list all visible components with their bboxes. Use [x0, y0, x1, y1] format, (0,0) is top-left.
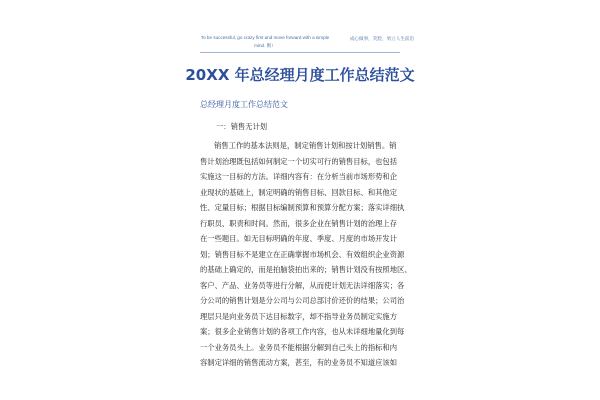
paragraph-line: 的基础上确定的，而是拍脑袋拍出来的；销售计划没有按照地区、 [200, 265, 412, 274]
document-subtitle: 总经理月度工作总结范文 [200, 100, 288, 109]
document-title: 20XX 年总经理月度工作总结范文 [185, 66, 415, 84]
paragraph-line: 一个业务员头上。业务员不能根据分解到自己头上的指标和内 [200, 342, 398, 352]
paragraph-line: 划；销售目标不是建立在正确掌握市场机会、有效组织企业资源 [200, 249, 405, 259]
header-motto-english [200, 34, 330, 50]
paragraph-line: 分公司的销售计划是分公司与公司总部讨价还价的结果；公司治 [200, 296, 405, 305]
paragraph-line: 性、定量目标；根据目标编制预算和预算分配方案；落实详细执 [200, 203, 405, 212]
header-motto-text: To be successful, go crazy first and move forward with a simple mind. [200, 35, 330, 48]
paragraph-line: 业现状的基础上，制定明确的销售目标、回款目标、和其他定 [200, 187, 398, 197]
header-divider [200, 52, 400, 53]
paragraph-line: 实施这一目标的方法。详细内容有：在分析当前市场形势和企 [200, 172, 398, 181]
paragraph-line: 销售工作的基本法则是，制定销售计划和按计划销售。销 [214, 141, 397, 150]
paragraph-line: 客户、产品、业务员等进行分解，从而使计划无法详细落实；各 [200, 280, 405, 290]
body-paragraph [200, 138, 412, 371]
paragraph-line: 容制定详细的销售流动方案，甚至，有的业务员不知道应该如 [200, 358, 398, 367]
paragraph-line: 案；很多企业销售计划的各项工作内容，也从未详细地量化到每 [200, 327, 405, 336]
header-motto-chinese: 成心做事，笑脸，勇立人生前沿 [349, 37, 415, 42]
section-heading: 一：销售无计划 [216, 122, 268, 131]
paragraph-line: 售计划治理既包括如何制定一个切实可行的销售目标，也包括 [200, 156, 398, 166]
header-motto-suffix: 断） [266, 43, 276, 48]
paragraph-line: 在一些题目。如无目标明确的年度、季度、月度的市场开发计 [200, 234, 398, 243]
paragraph-line: 理层只是向业务员下达目标数字，却不指导业务员制定实施方 [200, 311, 398, 321]
paragraph-line: 行职员、职责和时间。然而，很多企业在销售计划的治理上存 [200, 218, 398, 228]
